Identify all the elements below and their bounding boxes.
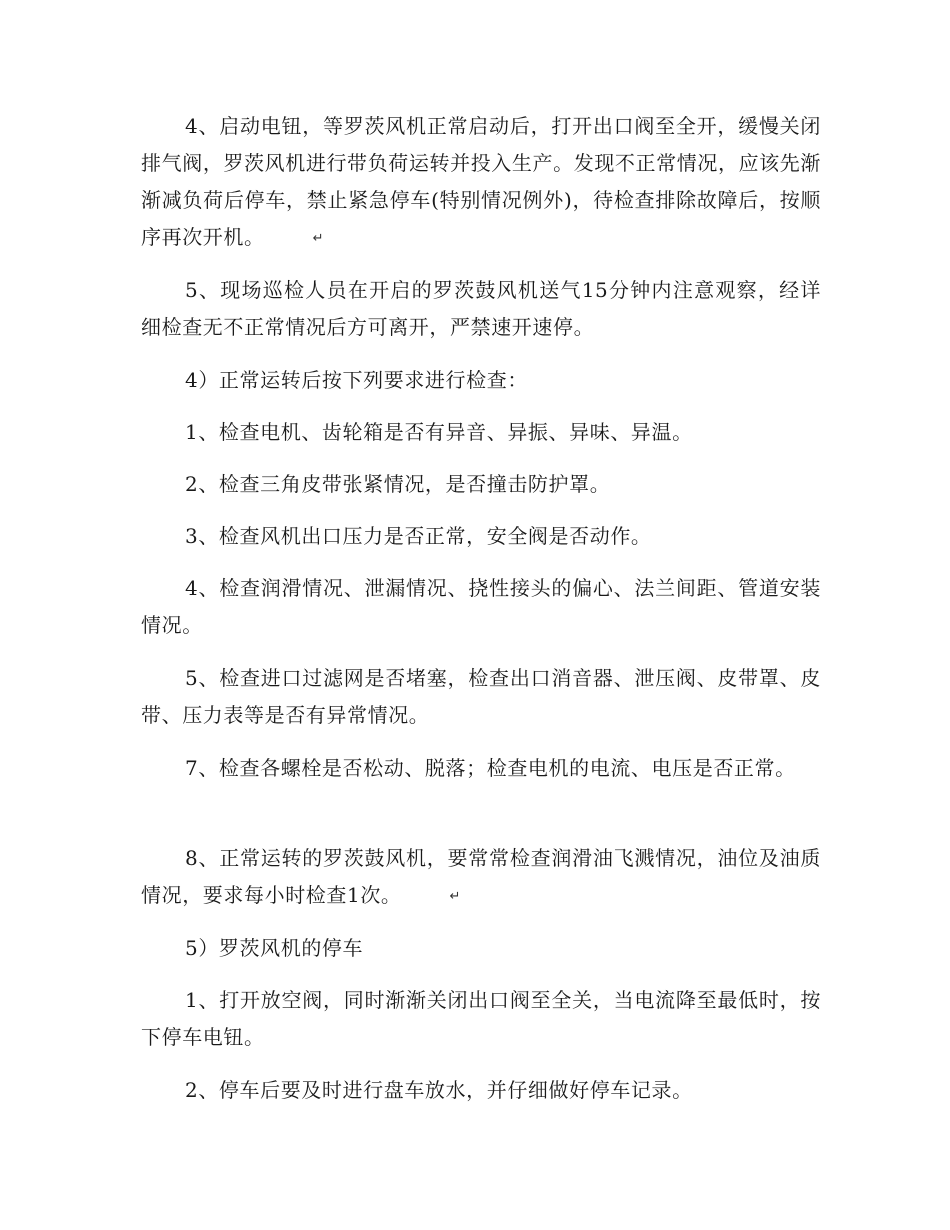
list-item-check-belt <box>141 466 821 503</box>
paragraph-text: 4、启动电钮，等罗茨风机正常启动后，打开出口阀至全开，缓慢关闭排气阀，罗茨风机进行带负荷运转并投入生产。发现不正常情况，应该先渐渐减负荷后停车，禁止紧急停车(特别情况例外)，待检查排除故障后，按顺序再次开机。 <box>141 114 821 249</box>
list-item-check-motor <box>141 414 821 451</box>
list-item-shutdown-step-1 <box>141 982 821 1056</box>
section-heading-shutdown <box>141 930 821 967</box>
paragraph-text: 5、检查进口过滤网是否堵塞，检查出口消音器、泄压阀、皮带罩、皮带、压力表等是否有异常情况。 <box>141 666 821 727</box>
section-heading-normal-operation <box>141 362 821 399</box>
paragraph-text: 5、现场巡检人员在开启的罗茨鼓风机送气15分钟内注意观察，经详细检查无不正常情况后方可离开，严禁速开速停。 <box>141 278 821 339</box>
list-item-check-pressure <box>141 518 821 555</box>
paragraph-text: 3、检查风机出口压力是否正常，安全阀是否动作。 <box>185 524 652 548</box>
list-item-check-oil <box>141 840 821 915</box>
list-item-check-lubrication <box>141 570 821 644</box>
paragraph-text: 4）正常运转后按下列要求进行检查： <box>185 368 528 392</box>
paragraph-text: 2、检查三角皮带张紧情况，是否撞击防护罩。 <box>185 472 611 496</box>
paragraph-text: 7、检查各螺栓是否松动、脱落；检查电机的电流、电压是否正常。 <box>185 756 796 780</box>
list-item-check-bolts <box>141 750 821 787</box>
paragraph-mark-icon: ↵ <box>449 889 461 904</box>
paragraph-start-blower <box>141 108 821 257</box>
paragraph-text: 4、检查润滑情况、泄漏情况、挠性接头的偏心、法兰间距、管道安装情况。 <box>141 576 821 637</box>
paragraph-inspection-after-start <box>141 272 821 346</box>
paragraph-text: 2、停车后要及时进行盘车放水，并仔细做好停车记录。 <box>185 1078 693 1102</box>
paragraph-text: 1、检查电机、齿轮箱是否有异音、异振、异味、异温。 <box>185 420 693 444</box>
paragraph-mark-icon: ↵ <box>312 231 324 246</box>
list-item-check-filter <box>141 660 821 734</box>
paragraph-text: 5）罗茨风机的停车 <box>185 936 364 960</box>
list-item-shutdown-step-2 <box>141 1072 821 1109</box>
paragraph-text: 8、正常运转的罗茨鼓风机，要常常检查润滑油飞溅情况，油位及油质情况，要求每小时检查1次。 <box>141 846 821 907</box>
paragraph-text: 1、打开放空阀，同时渐渐关闭出口阀至全关，当电流降至最低时，按下停车电钮。 <box>141 988 821 1049</box>
